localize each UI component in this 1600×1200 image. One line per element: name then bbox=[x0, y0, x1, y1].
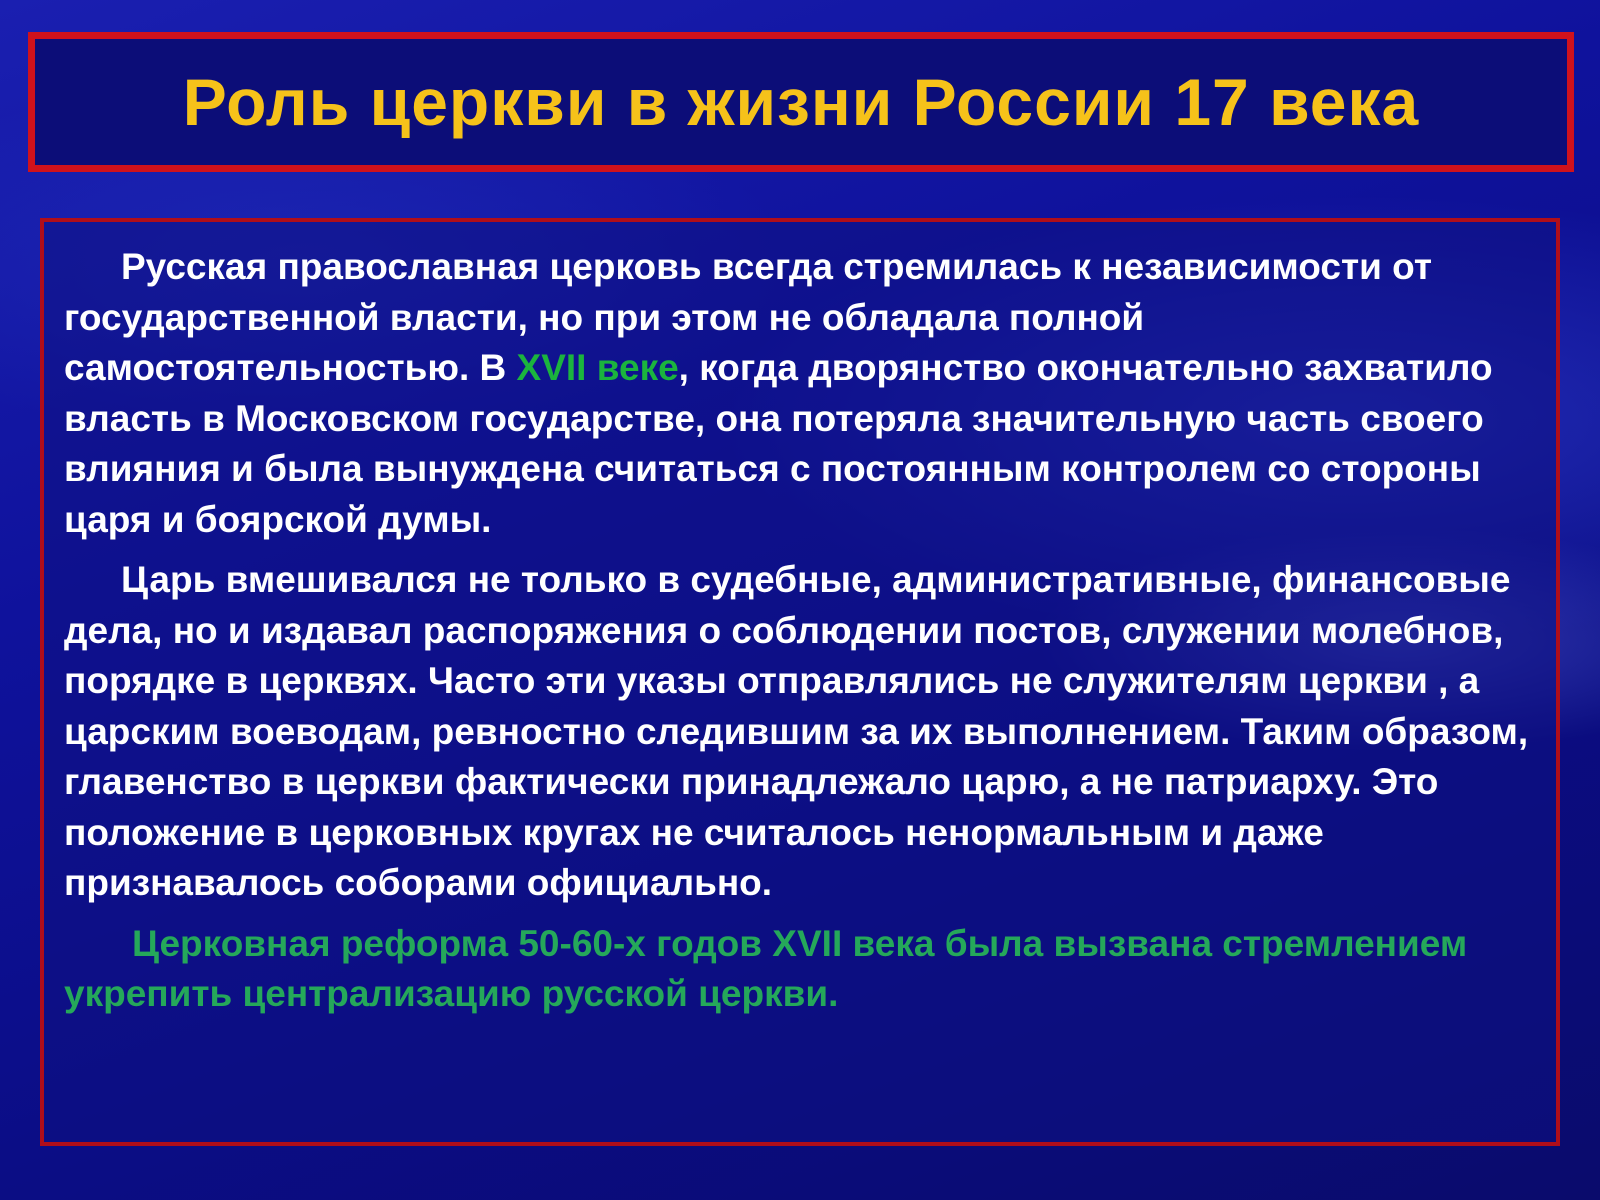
highlight-xvii-century: XVII веке bbox=[516, 347, 679, 388]
slide-title: Роль церкви в жизни России 17 века bbox=[182, 65, 1420, 139]
paragraph-church-independence bbox=[64, 242, 1536, 545]
title-banner bbox=[28, 32, 1574, 172]
paragraph-tsar-control: Царь вмешивался не только в судебные, административные, финансовые дела, но и издавал распоряжения о соблюдении постов, служении молебнов, порядке в церквях. Часто эти указы отправлялись не служителям церкви , а царским воеводам, ревностно следившим за их выполнением. Таким образом, главенство в церкви фактически принадлежало царю, а не патриарху. Это положение в церковных кругах не считалось ненормальным и даже признавалось соборами официально. bbox=[64, 559, 1529, 903]
paragraph-1-before: Русская православная церковь всегда стремилась к независимости от государственной власти, но при этом не обладала полной самостоятельностью. В bbox=[64, 246, 1432, 388]
content-panel bbox=[40, 218, 1560, 1146]
paragraph-church-reform: Церковная реформа 50-60-х годов XVII века была вызвана стремлением укрепить централизацию русской церкви. bbox=[64, 922, 1468, 1014]
paragraph-1-after: , когда дворянство окончательно захватило власть в Московском государстве, она потеряла значительную часть своего влияния и была вынуждена считаться с постоянным контролем со стороны царя и боярской думы. bbox=[64, 347, 1493, 540]
